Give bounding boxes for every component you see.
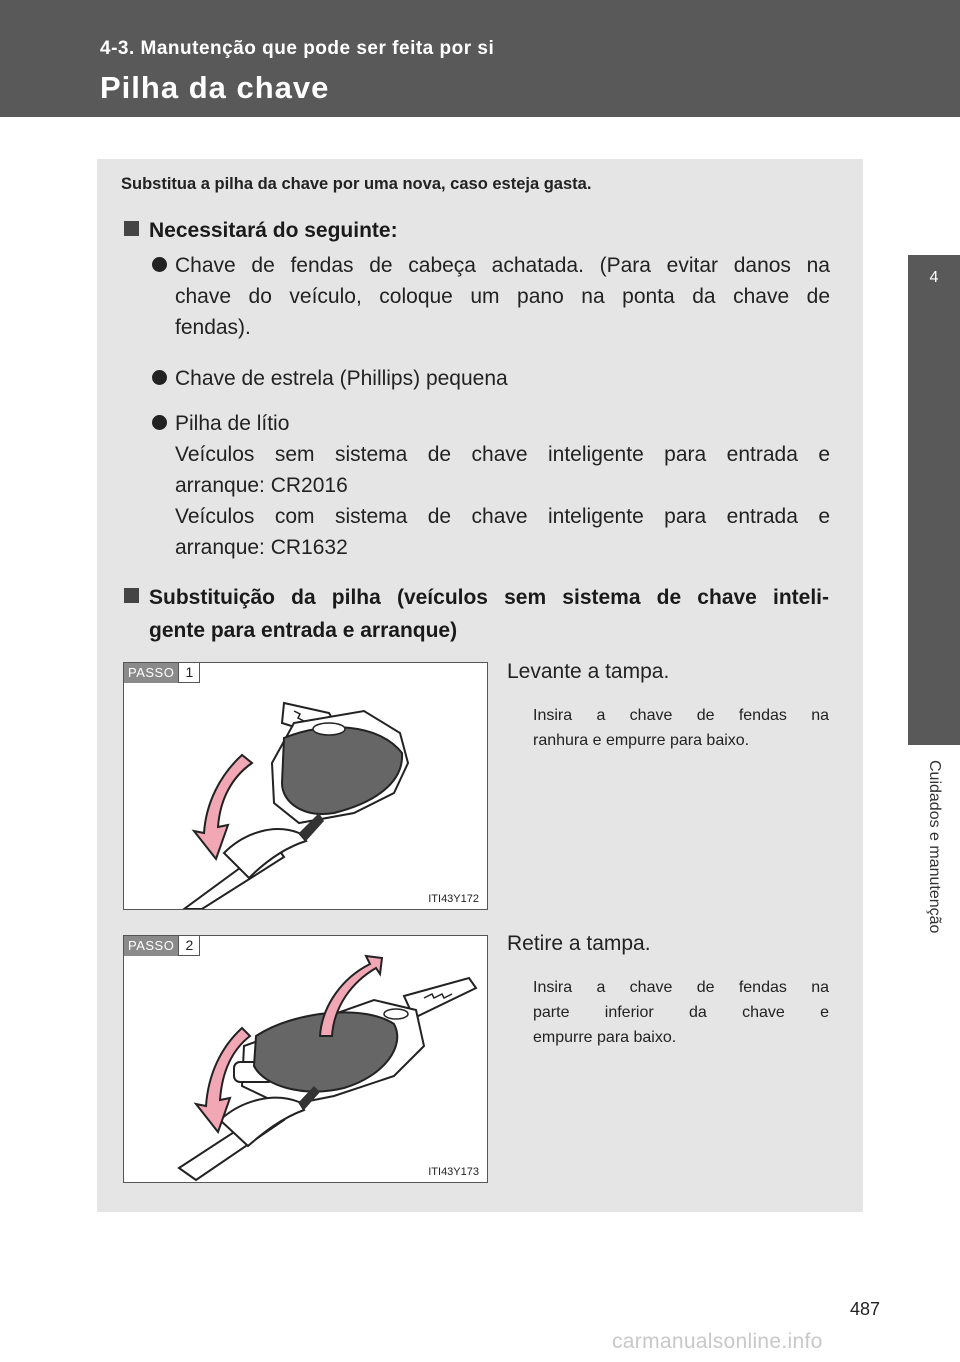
replacement-heading: [124, 581, 829, 647]
needs-heading: Necessitará do seguinte:: [124, 214, 829, 247]
step-1-description: [533, 703, 829, 753]
list-item-line: Chave de estrela (Phillips) pequena: [175, 367, 508, 390]
list-item-line: Veículos com sistema de chave inteligente para entrada e: [175, 505, 830, 528]
list-item-line: Pilha de lítio: [175, 412, 290, 435]
section-title: 4-3. Manutenção que pode ser feita por si: [100, 38, 495, 59]
step-desc-line: empurre para baixo.: [533, 1029, 677, 1046]
list-item: [152, 363, 830, 394]
square-bullet-icon: [124, 221, 139, 236]
list-item-line: Chave de fendas de cabeça achatada. (Para evitar danos na: [175, 254, 830, 277]
key-cover-remove-illustration: [124, 936, 487, 1182]
step-1-figure: [123, 662, 488, 910]
list-item-line: arranque: CR2016: [175, 474, 348, 497]
list-item: [152, 408, 830, 563]
step-desc-line: ranhura e empurre para baixo.: [533, 732, 750, 749]
page-header: [0, 0, 960, 117]
step-2-title: Retire a tampa.: [507, 932, 651, 955]
figure-code: ITI43Y173: [428, 1166, 479, 1178]
list-item-line: fendas).: [175, 316, 251, 339]
list-item: [152, 250, 830, 343]
bullet-dot-icon: [152, 370, 167, 385]
step-desc-line: Insira a chave de fendas na: [533, 979, 829, 996]
chapter-label-container: [908, 760, 960, 1000]
step-2-figure: [123, 935, 488, 1183]
page-title: Pilha da chave: [100, 70, 330, 105]
step-desc-line: parte inferior da chave e: [533, 1004, 829, 1021]
list-item-line: chave do veículo, coloque um pano na ponta da chave de: [175, 285, 830, 308]
intro-text: Substitua a pilha da chave por uma nova, caso esteja gasta.: [121, 175, 592, 193]
list-item-line: arranque: CR1632: [175, 536, 348, 559]
step-1-title: Levante a tampa.: [507, 660, 670, 683]
list-item-line: Veículos sem sistema de chave inteligente para entrada e: [175, 443, 830, 466]
step-desc-line: Insira a chave de fendas na: [533, 707, 829, 724]
bullet-dot-icon: [152, 257, 167, 272]
figure-code: ITI43Y172: [428, 893, 479, 905]
heading-line: gente para entrada e arranque): [149, 619, 458, 642]
square-bullet-icon: [124, 588, 139, 603]
step-badge-number: 2: [178, 936, 200, 956]
step-2-description: [533, 975, 829, 1050]
step-badge-label: PASSO: [124, 663, 178, 683]
step-badge-number: 1: [178, 663, 200, 683]
key-cover-lift-illustration: [124, 663, 487, 909]
heading-line: Substituição da pilha (veículos sem sistema de chave inteli-: [149, 586, 829, 609]
watermark-link[interactable]: carmanualsonline.info: [612, 1330, 823, 1353]
step-badge-label: PASSO: [124, 936, 178, 956]
chapter-number: 4: [929, 269, 939, 286]
bullet-dot-icon: [152, 415, 167, 430]
chapter-tab[interactable]: [908, 255, 960, 745]
page-number: 487: [850, 1299, 881, 1319]
chapter-label: Cuidados e manutenção: [926, 760, 943, 934]
